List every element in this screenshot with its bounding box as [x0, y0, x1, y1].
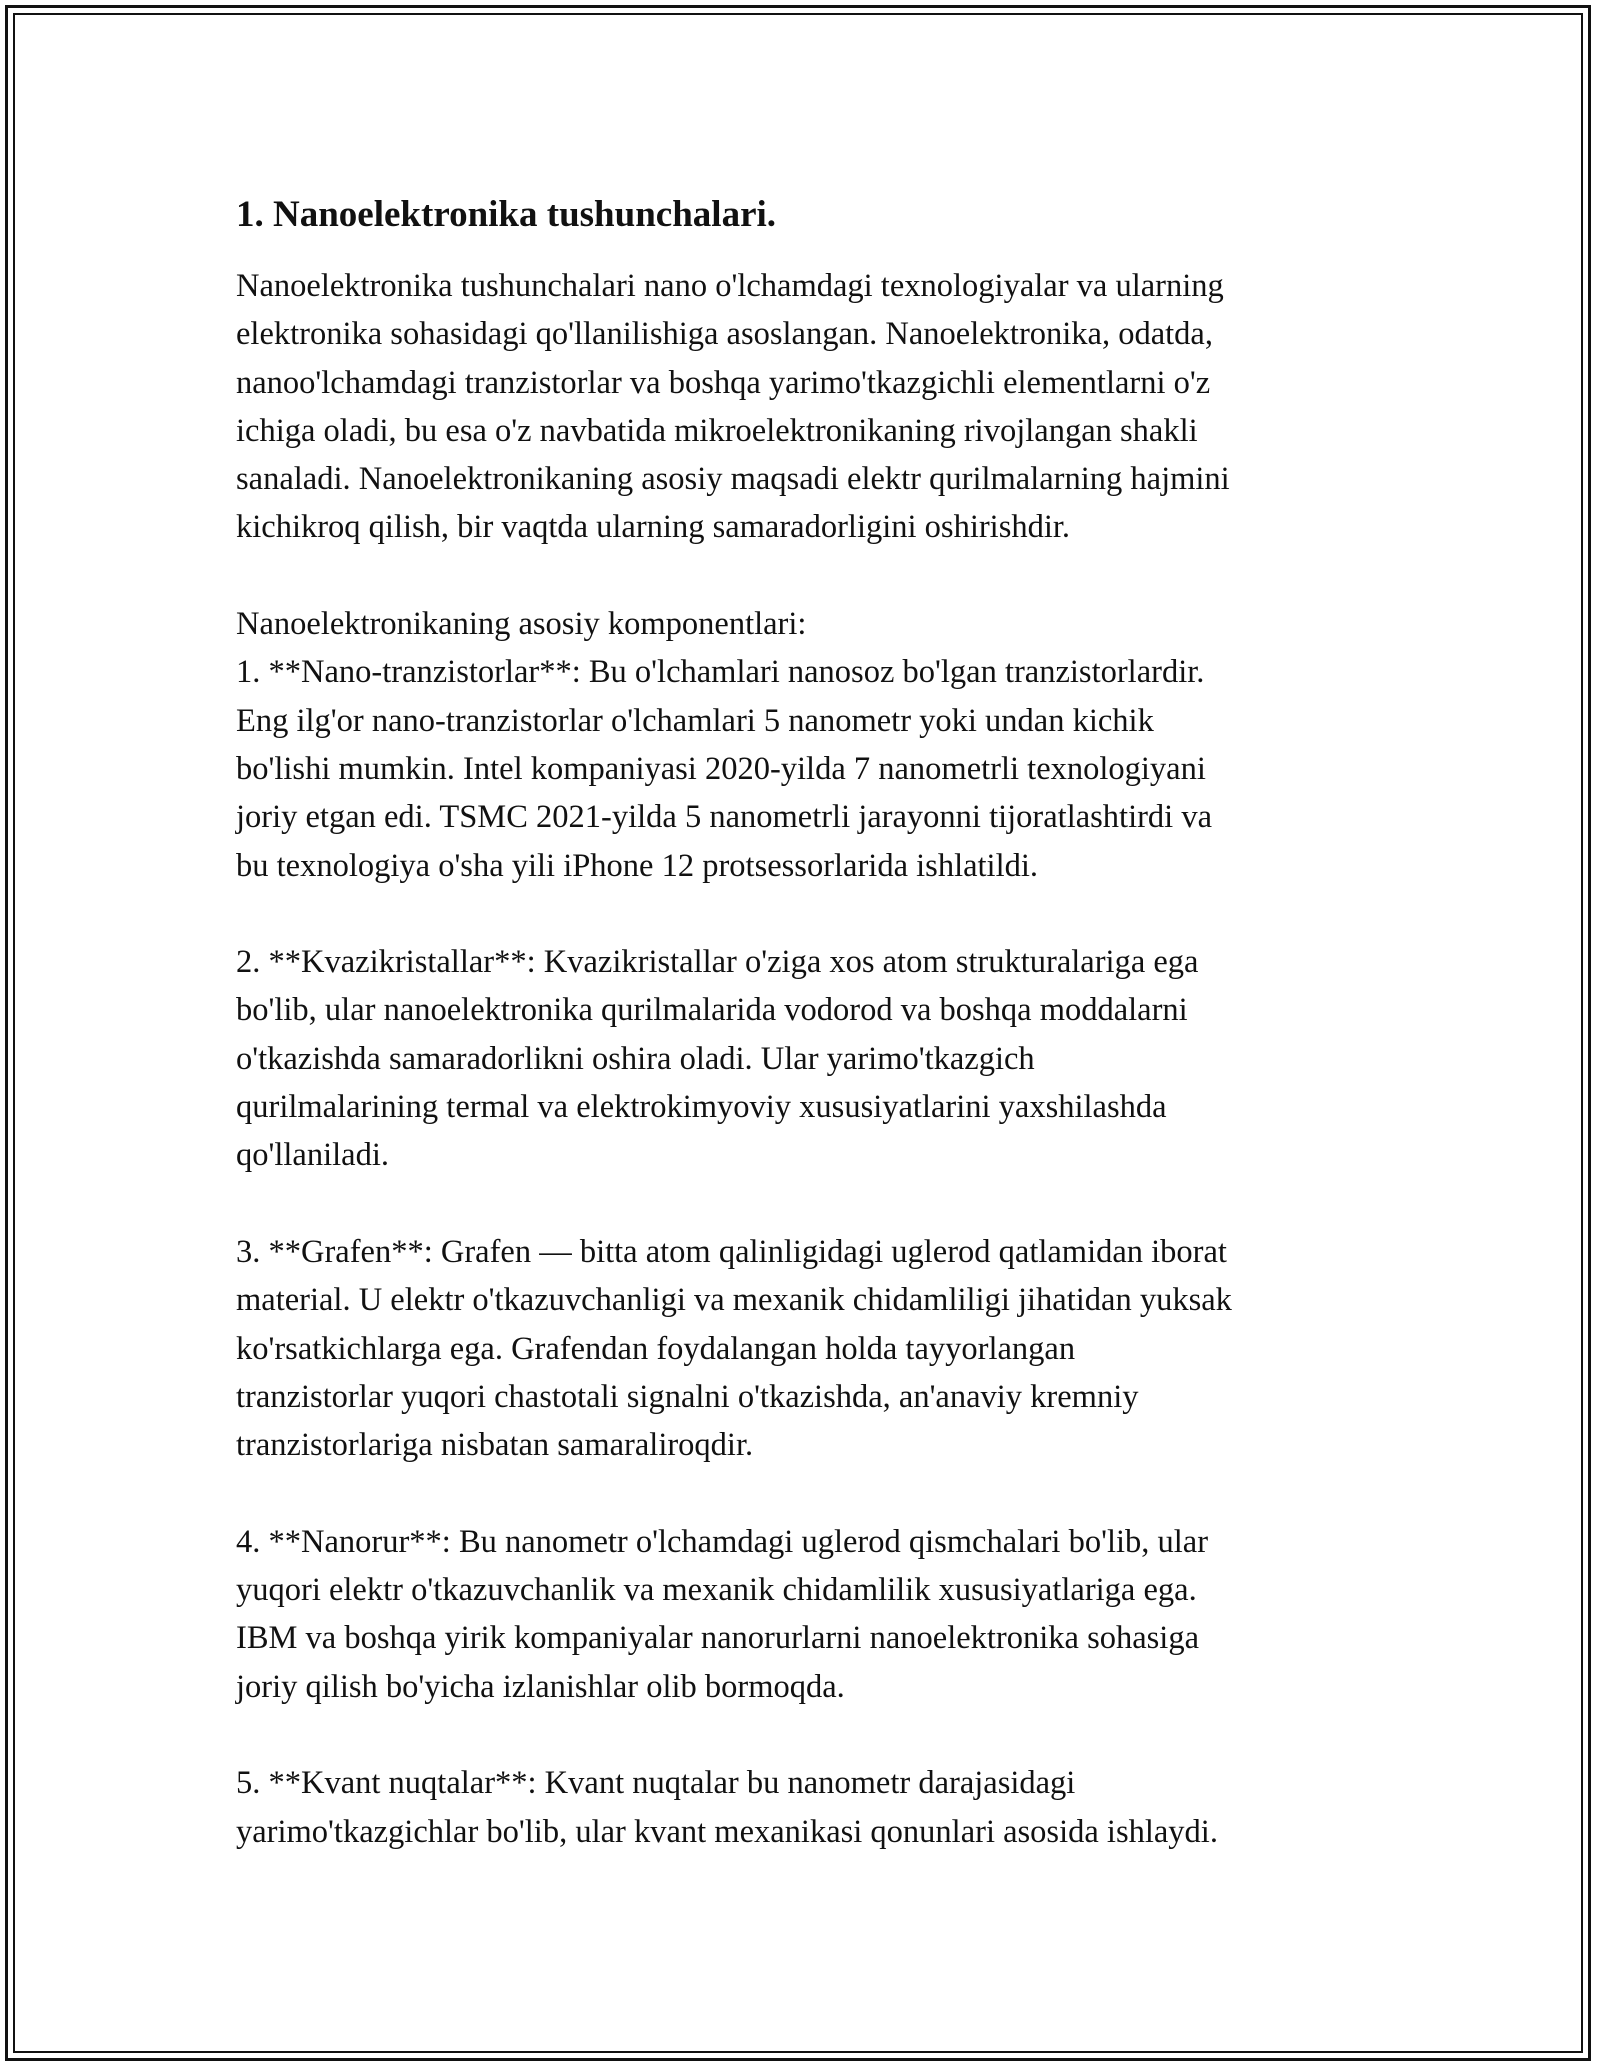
section-heading: 1. Nanoelektronika tushunchalari.	[236, 194, 777, 235]
item-kvant-nuqtalar	[236, 1759, 1386, 1856]
text-line: kichikroq qilish, bir vaqtda ularning samaradorligini oshirishdir.	[236, 509, 1071, 546]
text-line: 3. **Grafen**: Grafen — bitta atom qalinligidagi uglerod qatlamidan iborat	[236, 1233, 1227, 1270]
text-line: qo'llaniladi.	[236, 1137, 389, 1174]
text-line: 1. **Nano-tranzistorlar**: Bu o'lchamlari nanosoz bo'lgan tranzistorlardir.	[236, 654, 1205, 691]
text-line: yuqori elektr o'tkazuvchanlik va mexanik chidamlilik xususiyatlariga ega.	[236, 1572, 1197, 1609]
text-line: ichiga oladi, bu esa o'z navbatida mikroelektronikaning rivojlangan shakli	[236, 412, 1198, 449]
document-content	[236, 190, 1386, 1856]
text-line: tranzistorlar yuqori chastotali signalni o'tkazishda, an'anaviy kremniy	[236, 1378, 1139, 1415]
text-line: o'tkazishda samaradorlikni oshira oladi. Ular yarimo'tkazgich	[236, 1040, 1035, 1077]
text-line: material. U elektr o'tkazuvchanligi va mexanik chidamliligi jihatidan yuksak	[236, 1282, 1232, 1319]
item-kvazikristallar	[236, 938, 1386, 1179]
text-line: IBM va boshqa yirik kompaniyalar nanorurlarni nanoelektronika sohasiga	[236, 1620, 1200, 1657]
text-line: bo'lishi mumkin. Intel kompaniyasi 2020-yilda 7 nanometrli texnologiyani	[236, 750, 1206, 787]
intro-paragraph	[236, 262, 1386, 552]
text-line: nanoo'lchamdagi tranzistorlar va boshqa yarimo'tkazgichli elementlarni o'z	[236, 364, 1211, 401]
components-list-paragraph	[236, 600, 1386, 890]
text-line: joriy qilish bo'yicha izlanishlar olib bormoqda.	[236, 1668, 845, 1705]
text-line: 4. **Nanorur**: Bu nanometr o'lchamdagi uglerod qismchalari bo'lib, ular	[236, 1523, 1209, 1560]
text-line: 2. **Kvazikristallar**: Kvazikristallar o'ziga xos atom strukturalariga ega	[236, 944, 1199, 981]
text-line: elektronika sohasidagi qo'llanilishiga asoslangan. Nanoelektronika, odatda,	[236, 316, 1213, 353]
components-intro: Nanoelektronikaning asosiy komponentlari:	[236, 606, 807, 643]
item-nanorur	[236, 1518, 1386, 1711]
text-line: Nanoelektronika tushunchalari nano o'lchamdagi texnologiyalar va ularning	[236, 268, 1224, 304]
text-line: qurilmalarining termal va elektrokimyoviy xususiyatlarini yaxshilashda	[236, 1089, 1167, 1126]
text-line: 5. **Kvant nuqtalar**: Kvant nuqtalar bu nanometr darajasidagi	[236, 1765, 1076, 1802]
text-line: ko'rsatkichlarga ega. Grafendan foydalangan holda tayyorlangan	[236, 1330, 1076, 1367]
text-line: bu texnologiya o'sha yili iPhone 12 protsessorlarida ishlatildi.	[236, 847, 1039, 884]
text-line: bo'lib, ular nanoelektronika qurilmalarida vodorod va boshqa moddalarni	[236, 992, 1188, 1029]
text-line: joriy etgan edi. TSMC 2021-yilda 5 nanometrli jarayonni tijoratlashtirdi va	[236, 799, 1213, 836]
text-line: yarimo'tkazgichlar bo'lib, ular kvant mexanikasi qonunlari asosida ishlaydi.	[236, 1813, 1218, 1850]
text-line: tranzistorlariga nisbatan samaraliroqdir.	[236, 1427, 754, 1464]
item-grafen	[236, 1228, 1386, 1469]
text-line: sanaladi. Nanoelektronikaning asosiy maqsadi elektr qurilmalarning hajmini	[236, 461, 1230, 498]
text-line: Eng ilg'or nano-tranzistorlar o'lchamlari 5 nanometr yoki undan kichik	[236, 702, 1154, 739]
